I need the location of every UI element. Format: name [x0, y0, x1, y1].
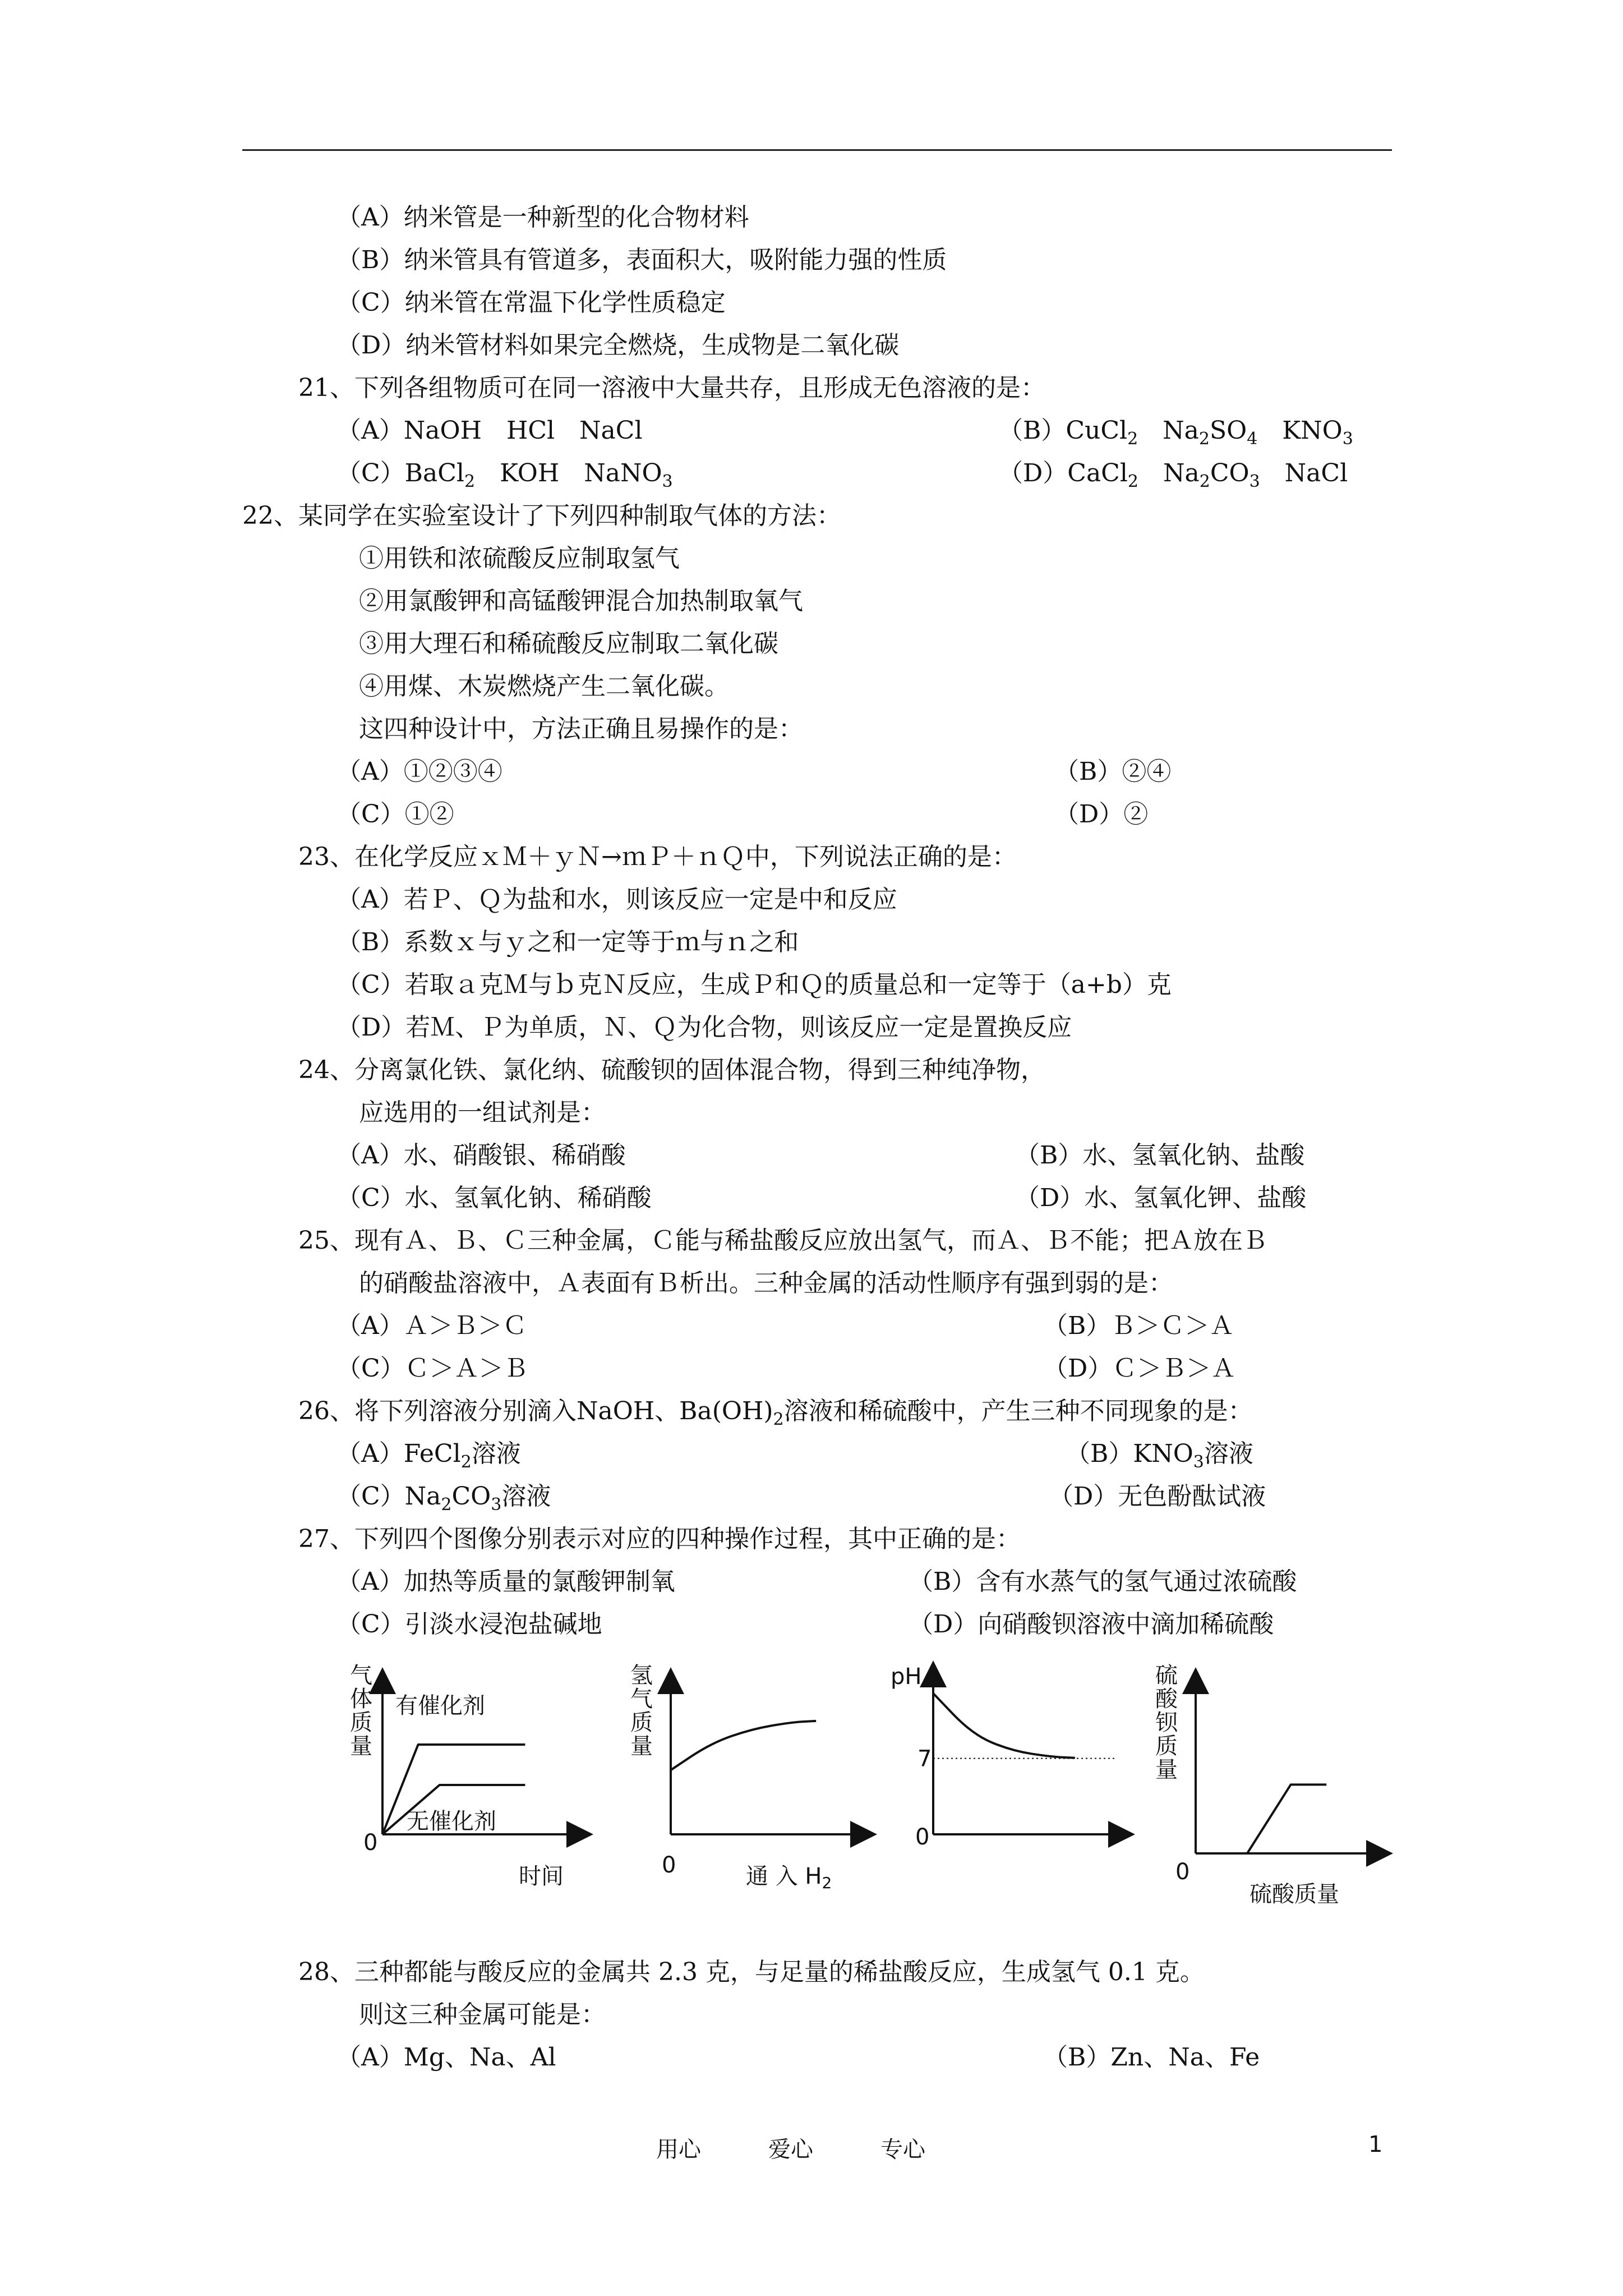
- q24-stem-2: 应选用的一组试剂是：: [359, 1098, 606, 1127]
- chart-b-ylabel-4: 量: [630, 1733, 653, 1759]
- chart-d-series-group: [1196, 1784, 1326, 1853]
- footer-left: 用心: [656, 2137, 701, 2162]
- chart-b-xlabel: 通 入 $H_2$: [746, 1864, 832, 1892]
- q21-option-a: （A）NaOH HCl NaCl: [336, 416, 643, 445]
- q23-option-d: （D）若Ｍ、Ｐ为单质，Ｎ、Ｑ为化合物，则该反应一定是置换反应: [336, 1013, 1072, 1042]
- q27-option-b: （B）含有水蒸气的氢气通过浓硫酸: [909, 1567, 1297, 1596]
- q28-option-a: （A）Mg、Na、Al: [336, 2043, 556, 2072]
- q23-stem: 23、在化学反应ｘＭ＋ｙＮ→ｍＰ＋ｎＱ中，下列说法正确的是：: [298, 843, 1017, 871]
- chart-c-svg: [875, 1660, 1133, 1907]
- q25-option-d: （D）Ｃ＞Ｂ＞Ａ: [1043, 1354, 1236, 1383]
- chart-c-series-line-1: [933, 1694, 1075, 1758]
- chart-a-ylabel-2: 体: [350, 1686, 372, 1712]
- q28-stem-2: 则这三种金属可能是：: [359, 2000, 606, 2029]
- q22-option-a: （A）①②③④: [336, 757, 502, 786]
- chart-b-origin: 0: [662, 1852, 676, 1878]
- q24-option-d: （D）水、氢氧化钾、盐酸: [1015, 1184, 1307, 1212]
- chart-a-series-label-2: 无催化剂: [407, 1809, 496, 1834]
- chart-b-series-line-1: [671, 1721, 816, 1770]
- q28-stem: 28、三种都能与酸反应的金属共 2.3 克，与足量的稀盐酸反应，生成氢气 0.1 克。: [298, 1958, 1205, 1986]
- chart-a-ylabel-3: 质: [350, 1710, 372, 1736]
- q23-option-a: （A）若Ｐ、Ｑ为盐和水，则该反应一定是中和反应: [336, 885, 897, 914]
- page-number: 1: [1368, 2132, 1383, 2157]
- chart-a-svg: [336, 1660, 594, 1907]
- q27-charts: [336, 1660, 1391, 1907]
- chart-a-series-label-1: 有催化剂: [395, 1693, 485, 1719]
- q27-option-c: （C）引淡水浸泡盐碱地: [336, 1610, 602, 1639]
- q21-option-c: （C）BaCl$_2$ KOH NaNO$_3$: [336, 459, 673, 491]
- chart-d-origin: 0: [1175, 1859, 1190, 1885]
- chart-a-xlabel: 时间: [519, 1864, 564, 1889]
- chart-a-ylabel-1: 气: [350, 1663, 372, 1688]
- chart-d-ylabel-2: 酸: [1155, 1686, 1178, 1712]
- q25-option-a: （A）Ａ＞Ｂ＞Ｃ: [336, 1312, 527, 1340]
- q23-option-b: （B）系数ｘ与ｙ之和一定等于ｍ与ｎ之和: [336, 928, 799, 956]
- chart-d-xlabel: 硫酸质量: [1249, 1881, 1339, 1907]
- q22-option-c: （C）①②: [336, 800, 454, 829]
- chart-c: [875, 1660, 1133, 1907]
- q21-stem: 21、下列各组物质可在同一溶液中大量共存，且形成无色溶液的是：: [298, 374, 1045, 402]
- chart-b-series-group: [671, 1721, 816, 1770]
- q25-option-c: （C）Ｃ＞Ａ＞Ｂ: [336, 1354, 528, 1383]
- chart-d-series-line-1: [1196, 1784, 1326, 1853]
- chart-d-ylabel-4: 质: [1155, 1733, 1178, 1759]
- q21-option-d: （D）CaCl$_2$ $Na_2CO_3$ NaCl: [998, 459, 1348, 491]
- q24-option-c: （C）水、氢氧化钠、稀硝酸: [336, 1184, 652, 1212]
- q25-stem: 25、现有Ａ、Ｂ、Ｃ三种金属，Ｃ能与稀盐酸反应放出氢气，而Ａ、Ｂ不能；把Ａ放在Ｂ: [298, 1226, 1267, 1255]
- chart-a-origin: 0: [363, 1830, 378, 1856]
- chart-c-origin: 0: [915, 1824, 930, 1850]
- q26-option-d: （D）无色酚酞试液: [1049, 1482, 1266, 1511]
- q26-option-a: （A）FeCl$_2$溶液: [336, 1439, 521, 1472]
- chart-a-series-group: [382, 1693, 525, 1834]
- q26-stem: 26、将下列溶液分别滴入NaOH、$Ba(OH)_2$溶液和稀硫酸中，产生三种不同现象的是：: [298, 1397, 1253, 1429]
- chart-b-svg: [617, 1660, 875, 1907]
- q24-option-b: （B）水、氢氧化钠、盐酸: [1015, 1141, 1305, 1170]
- q20-option-a: （A）纳米管是一种新型的化合物材料: [336, 203, 749, 232]
- q28-option-b: （B）Zn、Na、Fe: [1043, 2043, 1260, 2072]
- q22-method-1: ①用铁和浓硫酸反应制取氢气: [359, 544, 680, 573]
- chart-d-ylabel-3: 钡: [1155, 1710, 1178, 1736]
- q25-stem-2: 的硝酸盐溶液中，Ａ表面有Ｂ析出。三种金属的活动性顺序有强到弱的是：: [359, 1269, 1173, 1297]
- footer-mid: 爱心: [768, 2137, 813, 2162]
- chart-c-y-tick-7: 7: [917, 1746, 932, 1772]
- q22-option-b: （B）②④: [1054, 757, 1172, 786]
- q24-stem: 24、分离氯化铁、氯化纳、硫酸钡的固体混合物，得到三种纯净物，: [298, 1056, 1045, 1084]
- q22-method-3: ③用大理石和稀硫酸反应制取二氧化碳: [359, 629, 778, 658]
- q27-option-d: （D）向硝酸钡溶液中滴加稀硫酸: [909, 1610, 1274, 1639]
- chart-a: [336, 1660, 594, 1907]
- q22-question: 这四种设计中，方法正确且易操作的是：: [359, 715, 803, 743]
- q26-option-c: $(C)Na_2CO_3$溶液: [336, 1482, 551, 1515]
- q27-option-a: （A）加热等质量的氯酸钾制氧: [336, 1567, 675, 1596]
- chart-d-ylabel-1: 硫: [1155, 1663, 1178, 1688]
- q26-option-b: $(B)KNO_3$溶液: [1066, 1439, 1253, 1472]
- chart-b-ylabel-1: 氢: [630, 1663, 653, 1688]
- q22-method-2: ②用氯酸钾和高锰酸钾混合加热制取氧气: [359, 587, 803, 615]
- q20-option-d: （D）纳米管材料如果完全燃烧，生成物是二氧化碳: [336, 331, 900, 360]
- chart-d: [1133, 1660, 1391, 1907]
- q23-option-c: （C）若取ａ克Ｍ与ｂ克Ｎ反应，生成Ｐ和Ｑ的质量总和一定等于（a+b）克: [336, 970, 1172, 999]
- q27-stem: 27、下列四个图像分别表示对应的四种操作过程，其中正确的是：: [298, 1525, 1021, 1553]
- chart-b-ylabel-3: 质: [630, 1710, 653, 1736]
- q25-option-b: （B）Ｂ＞Ｃ＞Ａ: [1043, 1312, 1234, 1340]
- q21-option-b: （B）CuCl$_2$ $Na_2SO_4$ $KNO_3$: [998, 416, 1353, 449]
- q20-option-b: （B）纳米管具有管道多，表面积大，吸附能力强的性质: [336, 246, 947, 274]
- chart-d-ylabel-5: 量: [1155, 1757, 1178, 1783]
- footer-right: 专心: [880, 2137, 925, 2162]
- header-rule: [242, 149, 1392, 151]
- chart-d-svg: [1133, 1660, 1391, 1907]
- chart-c-series-group: [933, 1694, 1075, 1758]
- q22-method-4: ④用煤、木炭燃烧产生二氧化碳。: [359, 672, 729, 701]
- q24-option-a: （A）水、硝酸银、稀硝酸: [336, 1141, 626, 1170]
- chart-b-ylabel-2: 气: [630, 1686, 653, 1712]
- chart-a-ylabel-4: 量: [350, 1733, 372, 1759]
- q22-stem: 22、某同学在实验室设计了下列四种制取气体的方法：: [242, 501, 841, 530]
- q20-option-c: （C）纳米管在常温下化学性质稳定: [336, 288, 726, 317]
- q22-option-d: （D）②: [1054, 800, 1149, 829]
- chart-b: [617, 1660, 875, 1907]
- chart-c-ylabel: pH: [891, 1664, 922, 1690]
